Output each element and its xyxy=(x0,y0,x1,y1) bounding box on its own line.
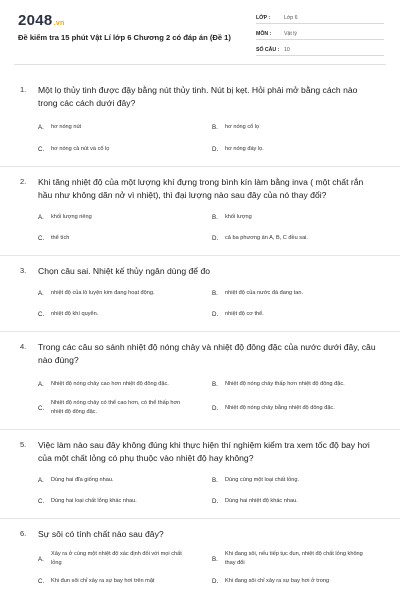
option-label: D. xyxy=(212,310,219,318)
question-text: Một lọ thủy tinh được đậy bằng nút thủy tinh. Nút bị kẹt. Hỏi phải mở bằng cách nào trong các cách dưới đây? xyxy=(38,85,358,108)
option-text: Dùng hai loại chất lỏng khác nhau. xyxy=(51,497,137,504)
question-number: 6. xyxy=(20,529,27,538)
option-label: A. xyxy=(38,476,44,484)
meta-key: MÔN : xyxy=(256,30,272,37)
option-a[interactable] xyxy=(38,208,212,226)
option-text: nhiệt độ cơ thể. xyxy=(225,310,264,317)
meta-key: LỚP : xyxy=(256,14,271,21)
option-label: A. xyxy=(38,380,44,388)
option-a[interactable] xyxy=(38,284,212,302)
option-label: C. xyxy=(38,234,45,242)
option-label: A. xyxy=(38,289,44,297)
option-label: C. xyxy=(38,497,45,505)
option-label: D. xyxy=(212,404,219,412)
option-text: Nhiệt độ nóng chảy có thể cao hơn, có thể thấp hơn nhiệt độ đông đặc. xyxy=(51,400,181,415)
meta-value: Lớp 6 xyxy=(284,14,298,21)
meta-row-subject xyxy=(256,28,384,40)
logo-suffix: .vn xyxy=(53,20,65,27)
option-label: D. xyxy=(212,497,219,505)
meta-row-class xyxy=(256,12,384,24)
option-text: Khi đang sôi, nếu tiếp tục đun, nhiệt độ chất lỏng không thay đổi xyxy=(225,551,363,566)
question-text: Sự sôi có tính chất nào sau đây? xyxy=(38,529,164,539)
option-text: nhiệt độ của lò luyện kim đang hoạt động. xyxy=(51,289,155,296)
option-a[interactable] xyxy=(38,547,212,571)
option-text: khối lượng riêng xyxy=(51,213,92,220)
question-text: Trong các câu so sánh nhiệt độ nóng chảy và nhiệt độ đông đặc của nước dưới đây, câu nào đúng? xyxy=(38,342,376,365)
option-text: Dùng cùng một loại chất lỏng. xyxy=(225,476,300,483)
header-divider xyxy=(14,64,386,65)
option-b[interactable] xyxy=(212,471,386,489)
option-text: thể tích xyxy=(51,234,70,241)
question-number: 4. xyxy=(20,342,27,351)
option-b[interactable] xyxy=(212,284,386,302)
option-c[interactable] xyxy=(38,305,212,323)
page-title: Đề kiểm tra 15 phút Vật Lí lớp 6 Chương 2 có đáp án (Đề 1) xyxy=(18,33,231,42)
option-d[interactable] xyxy=(212,492,386,510)
option-text: nhiệt độ của nước đá đang tan. xyxy=(225,289,304,296)
option-label: C. xyxy=(38,310,45,318)
question-2 xyxy=(0,166,400,255)
option-a[interactable] xyxy=(38,471,212,489)
option-label: A. xyxy=(38,123,44,131)
option-text: Khi đun sôi chỉ xảy ra sự bay hơi trên mặt xyxy=(51,577,155,584)
option-label: B. xyxy=(212,213,218,221)
meta-value: Vật lý xyxy=(284,30,297,37)
option-c[interactable] xyxy=(38,395,212,421)
question-text: Việc làm nào sau đây không đúng khi thực hiện thí nghiệm kiểm tra xem tốc độ bay hơi của một chất lỏng có phụ thuộc vào nhiệt độ hay không? xyxy=(38,440,370,463)
option-d[interactable] xyxy=(212,305,386,323)
option-label: B. xyxy=(212,123,218,131)
question-6 xyxy=(0,518,400,591)
option-label: D. xyxy=(212,234,219,242)
option-text: Xảy ra ở cùng một nhiệt độ xác định đối với mọi chất lỏng xyxy=(51,551,182,566)
option-label: B. xyxy=(212,380,218,388)
option-c[interactable] xyxy=(38,571,212,591)
option-label: B. xyxy=(212,555,218,563)
option-b[interactable] xyxy=(212,208,386,226)
option-label: C. xyxy=(38,577,45,585)
option-label: D. xyxy=(212,145,219,153)
meta-row-count xyxy=(256,44,384,56)
option-label: C. xyxy=(38,404,45,412)
option-b[interactable] xyxy=(212,547,386,571)
question-number: 5. xyxy=(20,440,27,449)
option-text: hơ nóng đáy lọ. xyxy=(225,145,264,152)
option-label: C. xyxy=(38,145,45,153)
meta-panel xyxy=(256,12,384,60)
option-label: A. xyxy=(38,555,44,563)
question-text: Chọn câu sai. Nhiệt kế thủy ngân dùng để đo xyxy=(38,266,210,276)
question-text: Khi tăng nhiệt độ của một lượng khí đựng trong bình kín làm bằng inva ( một chất rắn hầu như không dãn nở vì nhiệt), thì đại lượng nào sau đây của nó thay đổi? xyxy=(38,177,364,200)
option-a[interactable] xyxy=(38,118,212,136)
option-label: B. xyxy=(212,476,218,484)
option-text: Nhiệt độ nóng chảy bằng nhiệt độ đông đặc. xyxy=(225,404,335,411)
option-text: cả ba phương án A, B, C đều sai. xyxy=(225,234,308,241)
question-list xyxy=(0,78,400,591)
option-d[interactable] xyxy=(212,229,386,247)
question-4 xyxy=(0,331,400,429)
question-number: 2. xyxy=(20,177,27,186)
option-text: Nhiệt độ nóng chảy thấp hơn nhiệt độ đông đặc. xyxy=(225,380,345,387)
option-text: Nhiệt độ nóng chảy cao hơn nhiệt độ đông đặc. xyxy=(51,380,169,387)
option-text: khối lượng xyxy=(225,213,252,220)
option-text: Dùng hai đĩa giống nhau. xyxy=(51,476,114,483)
question-5 xyxy=(0,429,400,518)
option-text: hơ nóng cổ lọ xyxy=(225,123,260,130)
option-label: B. xyxy=(212,289,218,297)
document-header xyxy=(0,0,400,62)
option-a[interactable] xyxy=(38,373,212,395)
option-b[interactable] xyxy=(212,373,386,395)
option-text: hơ nóng nút xyxy=(51,123,82,130)
question-number: 3. xyxy=(20,266,27,275)
option-d[interactable] xyxy=(212,571,386,591)
question-1 xyxy=(0,78,400,166)
question-number: 1. xyxy=(20,85,27,94)
question-3 xyxy=(0,255,400,331)
option-d[interactable] xyxy=(212,395,386,421)
option-b[interactable] xyxy=(212,118,386,136)
option-d[interactable] xyxy=(212,140,386,158)
option-c[interactable] xyxy=(38,229,212,247)
meta-key: SỐ CÂU : xyxy=(256,46,280,53)
logo-main: 2048 xyxy=(18,12,53,29)
option-text: hơ nóng cả nút và cổ lọ xyxy=(51,145,110,152)
option-text: Dùng hai nhiệt độ khác nhau. xyxy=(225,497,298,504)
meta-value: 10 xyxy=(284,46,290,53)
option-text: Khi đang sôi chỉ xảy ra sự bay hơi ở trong xyxy=(225,577,330,584)
option-text: nhiệt độ khí quyển. xyxy=(51,310,99,317)
option-c[interactable] xyxy=(38,492,212,510)
site-logo[interactable] xyxy=(18,12,65,29)
option-label: A. xyxy=(38,213,44,221)
option-label: D. xyxy=(212,577,219,585)
option-c[interactable] xyxy=(38,140,212,158)
